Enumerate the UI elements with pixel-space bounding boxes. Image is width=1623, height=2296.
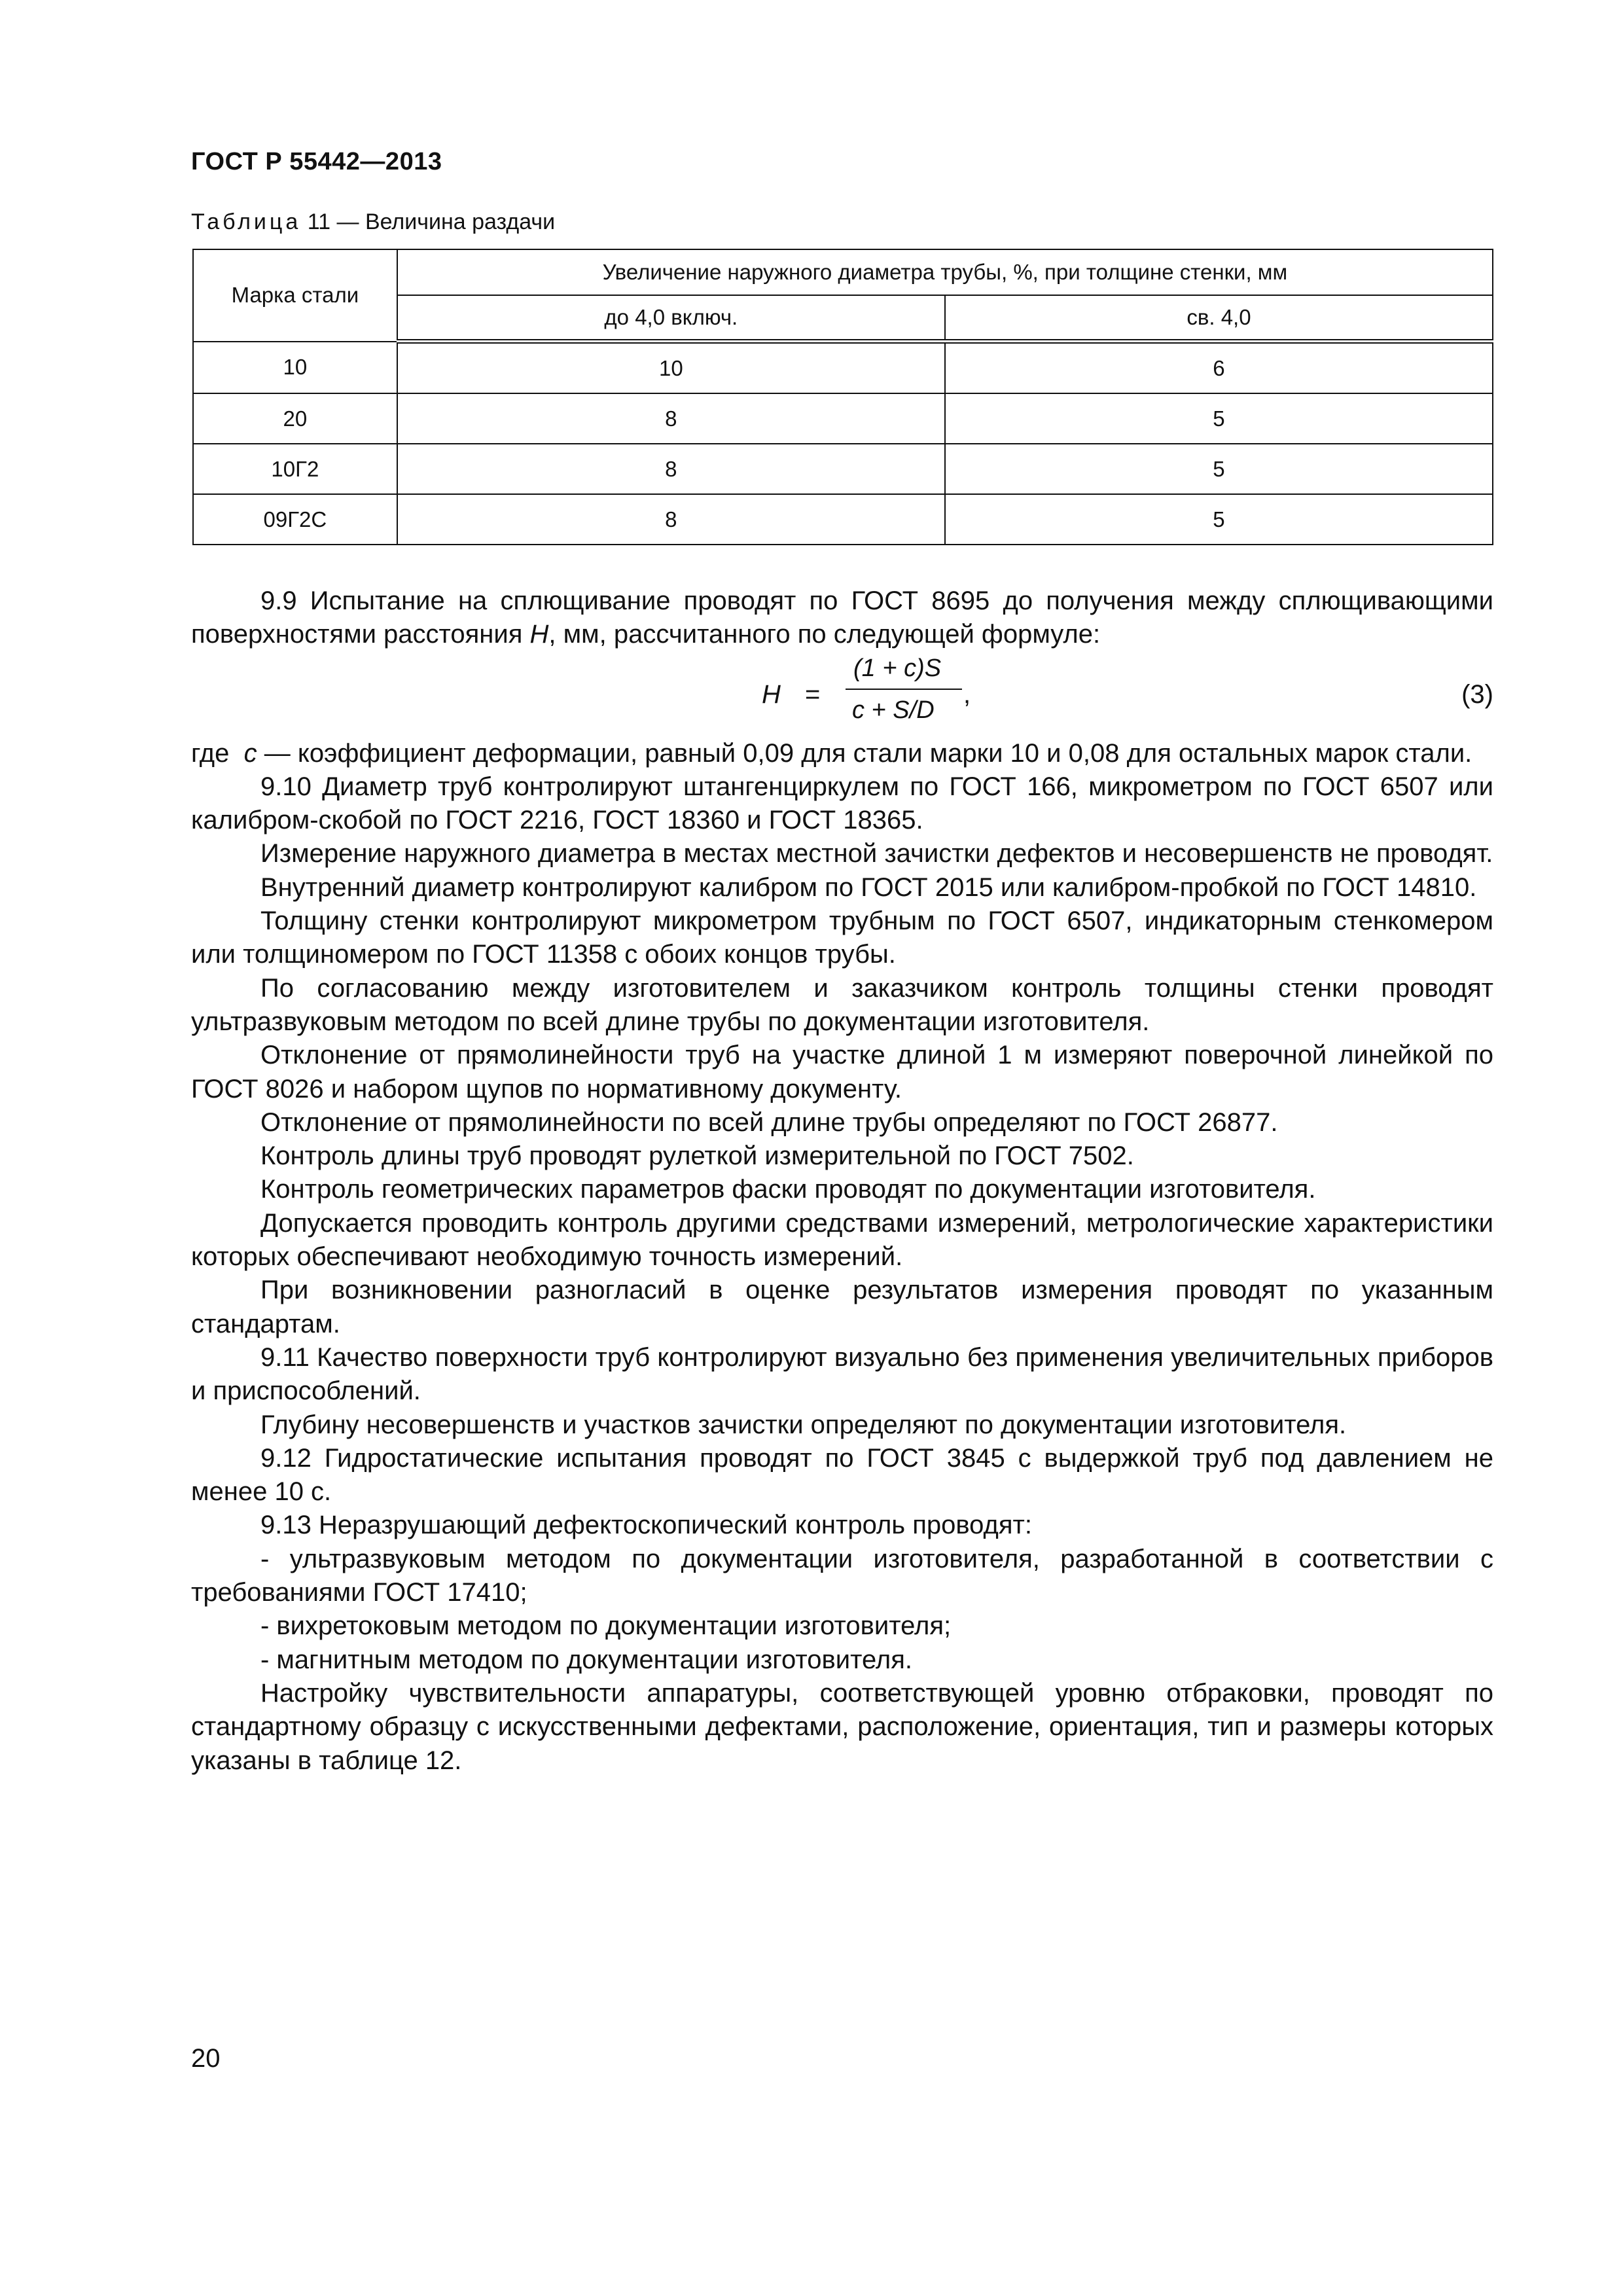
cell-value-b: 5 <box>945 444 1493 494</box>
cell-value-a: 8 <box>397 444 945 494</box>
paragraph: 9.10 Диаметр труб контролируют штангенциркулем по ГОСТ 166, микрометром по ГОСТ 6507 или калибром-скобой по ГОСТ 2216, ГОСТ 18360 и ГОСТ 18365. <box>191 772 1493 835</box>
paragraph: 9.12 Гидростатические испытания проводят по ГОСТ 3845 с выдержкой труб под давлением не менее 10 с. <box>191 1443 1493 1507</box>
paragraph-text-end: , мм, рассчитанного по следующей формуле: <box>548 620 1101 649</box>
paragraph-text: 9.9 Испытание на сплющивание проводят по ГОСТ 8695 до получения между сплющивающими поверхностями расстояния <box>191 586 1493 649</box>
formula-where <box>191 737 1493 770</box>
variable-c: c <box>243 738 257 768</box>
paragraph: Отклонение от прямолинейности труб на участке длиной 1 м измеряют поверочной линейкой по ГОСТ 8026 и набором щупов по нормативному документу. <box>191 1041 1493 1103</box>
formula-lhs: H <box>762 679 781 709</box>
paragraph: Глубину несовершенств и участков зачистки определяют по документации изготовителя. <box>260 1410 1347 1439</box>
document-header: ГОСТ Р 55442—2013 <box>191 148 442 175</box>
cell-value-a: 8 <box>397 494 945 545</box>
formula-fraction-bar <box>846 689 962 690</box>
where-text: — коэффициент деформации, равный 0,09 для стали марки 10 и 0,08 для остальных марок стали. <box>264 738 1472 768</box>
paragraph: При возникновении разногласий в оценке результатов измерения проводят по указанным стандартам. <box>191 1276 1493 1338</box>
cell-value-b: 5 <box>945 393 1493 444</box>
page-number: 20 <box>191 2044 221 2073</box>
cell-value-a: 8 <box>397 393 945 444</box>
paragraph: Настройку чувствительности аппаратуры, соответствующей уровню отбраковки, проводят по стандартному образцу с искусственными дефектами, расположение, ориентация, тип и размеры которых указаны в таблице 12. <box>191 1678 1493 1775</box>
paragraph: Толщину стенки контролируют микрометром трубным по ГОСТ 6507, индикаторным стенкомером или толщиномером по ГОСТ 11358 с обоих концов трубы. <box>191 906 1493 969</box>
cell-value-b: 5 <box>945 494 1493 545</box>
list-item: - магнитным методом по документации изготовителя. <box>260 1645 912 1674</box>
header-wall-over-4: св. 4,0 <box>945 295 1493 342</box>
table-caption-title: 11 — Величина раздачи <box>301 209 556 234</box>
header-steel-grade: Марка стали <box>193 249 397 342</box>
formula-comma: , <box>963 679 971 709</box>
table-row <box>193 444 1493 494</box>
formula-numerator: (1 + c)S <box>853 654 942 682</box>
table-row <box>193 393 1493 444</box>
paragraph: Контроль геометрических параметров фаски проводят по документации изготовителя. <box>260 1175 1316 1204</box>
where-label: где <box>191 738 230 768</box>
paragraph-9-9 <box>191 584 1493 652</box>
header-diameter-increase: Увеличение наружного диаметра трубы, %, при толщине стенки, мм <box>397 249 1493 295</box>
list-item: - вихретоковым методом по документации изготовителя; <box>260 1611 952 1641</box>
header-wall-upto-4: до 4,0 включ. <box>397 295 945 342</box>
document-body <box>191 584 1493 1778</box>
paragraph: Отклонение от прямолинейности по всей длине трубы определяют по ГОСТ 26877. <box>260 1107 1278 1137</box>
paragraph: Контроль длины труб проводят рулеткой измерительной по ГОСТ 7502. <box>260 1141 1134 1171</box>
paragraph: Допускается проводить контроль другими средствами измерений, метрологические характеристики которых обеспечивают необходимую точность измерений. <box>191 1208 1493 1272</box>
table-header-row <box>193 249 1493 295</box>
list-item: - ультразвуковым методом по документации изготовителя, разработанной в соответствии с требованиями ГОСТ 17410; <box>191 1544 1493 1607</box>
cell-steel: 10Г2 <box>193 444 397 494</box>
table-caption-prefix: Таблица <box>191 209 302 234</box>
table-row <box>193 494 1493 545</box>
steel-expansion-table <box>192 249 1493 545</box>
paragraph: По согласованию между изготовителем и заказчиком контроль толщины стенки проводят ультразвуковым методом по всей длине трубы по документации изготовителя. <box>191 973 1493 1036</box>
cell-steel: 20 <box>193 393 397 444</box>
formula-3 <box>191 652 1493 737</box>
table-row <box>193 342 1493 394</box>
paragraph: Внутренний диаметр контролируют калибром по ГОСТ 2015 или калибром-пробкой по ГОСТ 14810. <box>260 872 1477 902</box>
cell-value-b: 6 <box>945 342 1493 394</box>
paragraph: 9.11 Качество поверхности труб контролируют визуально без применения увеличительных приборов и приспособлений. <box>191 1342 1493 1406</box>
table-caption <box>191 209 555 235</box>
formula-equals: = <box>805 679 821 709</box>
variable-h: H <box>529 620 549 649</box>
formula-number: (3) <box>1461 679 1493 709</box>
cell-value-a: 10 <box>397 342 945 394</box>
cell-steel: 09Г2С <box>193 494 397 545</box>
formula-denominator: c + S/D <box>852 696 935 724</box>
paragraph: Измерение наружного диаметра в местах местной зачистки дефектов и несовершенств не проводят. <box>260 839 1493 869</box>
cell-steel: 10 <box>193 342 397 394</box>
paragraph: 9.13 Неразрушающий дефектоскопический контроль проводят: <box>260 1511 1032 1540</box>
